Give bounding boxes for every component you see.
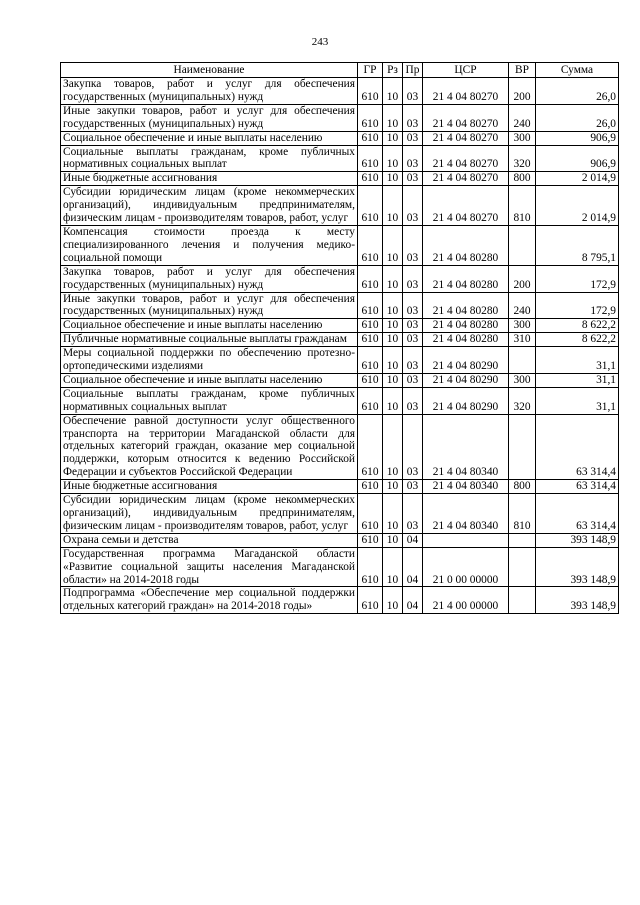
header-rz: Рз (383, 63, 403, 78)
row-sum-cell: 31,1 (536, 373, 619, 387)
row-rz-cell: 10 (383, 186, 403, 226)
row-vr-cell: 320 (509, 387, 536, 414)
table-row (61, 186, 619, 226)
row-csr-cell: 21 4 04 80280 (423, 292, 509, 319)
row-name-cell: Социальное обеспечение и иные выплаты населению (61, 131, 358, 145)
row-sum-cell: 8 622,2 (536, 333, 619, 347)
row-csr-cell: 21 4 04 80270 (423, 145, 509, 172)
row-gr-cell: 610 (358, 104, 383, 131)
row-csr-cell: 21 4 04 80270 (423, 78, 509, 105)
row-name-cell: Публичные нормативные социальные выплаты гражданам (61, 333, 358, 347)
row-sum-cell: 26,0 (536, 78, 619, 105)
row-pr-cell: 03 (403, 104, 423, 131)
row-csr-cell: 21 4 04 80270 (423, 186, 509, 226)
row-sum-cell: 63 314,4 (536, 480, 619, 494)
row-csr-cell: 21 4 04 80270 (423, 172, 509, 186)
row-gr-cell: 610 (358, 292, 383, 319)
row-gr-cell: 610 (358, 533, 383, 547)
row-gr-cell: 610 (358, 347, 383, 374)
row-pr-cell: 03 (403, 265, 423, 292)
row-gr-cell: 610 (358, 145, 383, 172)
table-row (61, 533, 619, 547)
row-csr-cell: 21 4 04 80340 (423, 494, 509, 534)
table-row (61, 319, 619, 333)
row-csr-cell: 21 4 04 80290 (423, 373, 509, 387)
row-pr-cell: 03 (403, 172, 423, 186)
row-pr-cell: 03 (403, 225, 423, 265)
row-pr-cell: 03 (403, 387, 423, 414)
table-row (61, 414, 619, 480)
row-name-cell: Государственная программа Магаданской области «Развитие социальной защиты населения Магаданской области» на 2014-2018 годы (61, 547, 358, 587)
row-sum-cell: 63 314,4 (536, 494, 619, 534)
row-csr-cell: 21 4 04 80340 (423, 480, 509, 494)
row-rz-cell: 10 (383, 104, 403, 131)
row-vr-cell (509, 347, 536, 374)
row-pr-cell: 03 (403, 347, 423, 374)
row-rz-cell: 10 (383, 292, 403, 319)
row-sum-cell: 2 014,9 (536, 172, 619, 186)
row-vr-cell: 810 (509, 186, 536, 226)
row-rz-cell: 10 (383, 225, 403, 265)
row-csr-cell: 21 4 04 80270 (423, 131, 509, 145)
row-gr-cell: 610 (358, 186, 383, 226)
row-rz-cell: 10 (383, 347, 403, 374)
row-name-cell: Иные бюджетные ассигнования (61, 172, 358, 186)
row-rz-cell: 10 (383, 533, 403, 547)
row-rz-cell: 10 (383, 480, 403, 494)
row-csr-cell (423, 533, 509, 547)
row-rz-cell: 10 (383, 319, 403, 333)
row-name-cell: Субсидии юридическим лицам (кроме некоммерческих организаций), индивидуальным предпринимателям, физическим лицам - производителям товаров, работ, услуг (61, 186, 358, 226)
row-gr-cell: 610 (358, 265, 383, 292)
row-pr-cell: 03 (403, 414, 423, 480)
row-csr-cell: 21 4 04 80280 (423, 319, 509, 333)
row-sum-cell: 2 014,9 (536, 186, 619, 226)
row-csr-cell: 21 4 04 80290 (423, 387, 509, 414)
row-name-cell: Иные закупки товаров, работ и услуг для обеспечения государственных (муниципальных) нужд (61, 292, 358, 319)
header-gr: ГР (358, 63, 383, 78)
row-sum-cell: 172,9 (536, 292, 619, 319)
row-gr-cell: 610 (358, 333, 383, 347)
row-sum-cell: 393 148,9 (536, 587, 619, 614)
row-vr-cell: 310 (509, 333, 536, 347)
row-sum-cell: 8 622,2 (536, 319, 619, 333)
row-pr-cell: 03 (403, 78, 423, 105)
row-sum-cell: 26,0 (536, 104, 619, 131)
row-csr-cell: 21 4 04 80280 (423, 225, 509, 265)
row-sum-cell: 31,1 (536, 387, 619, 414)
row-name-cell: Субсидии юридическим лицам (кроме некоммерческих организаций), индивидуальным предпринимателям, физическим лицам - производителям товаров, работ, услуг (61, 494, 358, 534)
row-pr-cell: 03 (403, 373, 423, 387)
row-vr-cell: 300 (509, 131, 536, 145)
row-rz-cell: 10 (383, 333, 403, 347)
row-vr-cell (509, 533, 536, 547)
row-rz-cell: 10 (383, 387, 403, 414)
row-gr-cell: 610 (358, 373, 383, 387)
row-csr-cell: 21 4 04 80280 (423, 333, 509, 347)
table-row (61, 225, 619, 265)
row-pr-cell: 03 (403, 333, 423, 347)
row-gr-cell: 610 (358, 494, 383, 534)
row-csr-cell: 21 4 04 80290 (423, 347, 509, 374)
row-pr-cell: 03 (403, 131, 423, 145)
table-row (61, 347, 619, 374)
row-name-cell: Социальные выплаты гражданам, кроме публичных нормативных социальных выплат (61, 387, 358, 414)
row-name-cell: Закупка товаров, работ и услуг для обеспечения государственных (муниципальных) нужд (61, 265, 358, 292)
table-row (61, 104, 619, 131)
row-sum-cell: 63 314,4 (536, 414, 619, 480)
row-csr-cell: 21 0 00 00000 (423, 547, 509, 587)
row-gr-cell: 610 (358, 547, 383, 587)
row-name-cell: Социальное обеспечение и иные выплаты населению (61, 319, 358, 333)
row-vr-cell (509, 547, 536, 587)
row-vr-cell: 300 (509, 373, 536, 387)
row-vr-cell: 200 (509, 78, 536, 105)
row-vr-cell: 800 (509, 172, 536, 186)
row-rz-cell: 10 (383, 494, 403, 534)
header-name: Наименование (61, 63, 358, 78)
row-pr-cell: 03 (403, 186, 423, 226)
row-name-cell: Обеспечение равной доступности услуг общественного транспорта на территории Магаданской области для отдельных категорий граждан, оказание мер социальной поддержки, которым относится к ведению Российской Федерации и субъектов Российской Федерации (61, 414, 358, 480)
row-name-cell: Охрана семьи и детства (61, 533, 358, 547)
row-name-cell: Социальные выплаты гражданам, кроме публичных нормативных социальных выплат (61, 145, 358, 172)
row-gr-cell: 610 (358, 172, 383, 186)
row-vr-cell (509, 225, 536, 265)
table-row (61, 145, 619, 172)
row-vr-cell: 240 (509, 104, 536, 131)
row-gr-cell: 610 (358, 78, 383, 105)
row-gr-cell: 610 (358, 414, 383, 480)
row-sum-cell: 393 148,9 (536, 533, 619, 547)
row-rz-cell: 10 (383, 172, 403, 186)
row-pr-cell: 04 (403, 533, 423, 547)
row-pr-cell: 03 (403, 494, 423, 534)
table-row (61, 387, 619, 414)
row-vr-cell: 300 (509, 319, 536, 333)
header-pr: Пр (403, 63, 423, 78)
row-sum-cell: 31,1 (536, 347, 619, 374)
budget-table (60, 62, 619, 614)
row-vr-cell: 320 (509, 145, 536, 172)
row-sum-cell: 8 795,1 (536, 225, 619, 265)
row-csr-cell: 21 4 00 00000 (423, 587, 509, 614)
row-pr-cell: 04 (403, 587, 423, 614)
page-number: 243 (311, 36, 329, 48)
table-row (61, 265, 619, 292)
row-sum-cell: 172,9 (536, 265, 619, 292)
row-vr-cell: 200 (509, 265, 536, 292)
row-rz-cell: 10 (383, 587, 403, 614)
table-row (61, 292, 619, 319)
row-name-cell: Иные бюджетные ассигнования (61, 480, 358, 494)
row-rz-cell: 10 (383, 265, 403, 292)
row-csr-cell: 21 4 04 80280 (423, 265, 509, 292)
row-csr-cell: 21 4 04 80340 (423, 414, 509, 480)
row-rz-cell: 10 (383, 373, 403, 387)
row-gr-cell: 610 (358, 225, 383, 265)
row-gr-cell: 610 (358, 480, 383, 494)
row-name-cell: Иные закупки товаров, работ и услуг для обеспечения государственных (муниципальных) нужд (61, 104, 358, 131)
row-name-cell: Подпрограмма «Обеспечение мер социальной поддержки отдельных категорий граждан» на 2014-2018 годы» (61, 587, 358, 614)
row-name-cell: Социальное обеспечение и иные выплаты населению (61, 373, 358, 387)
row-gr-cell: 610 (358, 587, 383, 614)
row-pr-cell: 03 (403, 480, 423, 494)
table-row (61, 172, 619, 186)
table-row (61, 480, 619, 494)
table-row (61, 131, 619, 145)
row-csr-cell: 21 4 04 80270 (423, 104, 509, 131)
table-row (61, 547, 619, 587)
row-pr-cell: 03 (403, 292, 423, 319)
row-sum-cell: 906,9 (536, 131, 619, 145)
row-vr-cell: 800 (509, 480, 536, 494)
row-pr-cell: 04 (403, 547, 423, 587)
row-rz-cell: 10 (383, 547, 403, 587)
table-row (61, 587, 619, 614)
row-sum-cell: 906,9 (536, 145, 619, 172)
row-name-cell: Закупка товаров, работ и услуг для обеспечения государственных (муниципальных) нужд (61, 78, 358, 105)
row-name-cell: Компенсация стоимости проезда к месту специализированного лечения и получения медико-социальной помощи (61, 225, 358, 265)
row-rz-cell: 10 (383, 78, 403, 105)
row-vr-cell (509, 414, 536, 480)
row-pr-cell: 03 (403, 319, 423, 333)
table-row (61, 373, 619, 387)
row-rz-cell: 10 (383, 414, 403, 480)
row-name-cell: Меры социальной поддержки по обеспечению протезно-ортопедическими изделиями (61, 347, 358, 374)
row-vr-cell (509, 587, 536, 614)
table-row (61, 78, 619, 105)
header-row (61, 63, 619, 78)
row-vr-cell: 240 (509, 292, 536, 319)
row-sum-cell: 393 148,9 (536, 547, 619, 587)
row-rz-cell: 10 (383, 145, 403, 172)
row-pr-cell: 03 (403, 145, 423, 172)
row-rz-cell: 10 (383, 131, 403, 145)
header-csr: ЦСР (423, 63, 509, 78)
row-gr-cell: 610 (358, 319, 383, 333)
header-vr: ВР (509, 63, 536, 78)
table-row (61, 494, 619, 534)
row-vr-cell: 810 (509, 494, 536, 534)
row-gr-cell: 610 (358, 131, 383, 145)
header-sum: Сумма (536, 63, 619, 78)
table-row (61, 333, 619, 347)
row-gr-cell: 610 (358, 387, 383, 414)
